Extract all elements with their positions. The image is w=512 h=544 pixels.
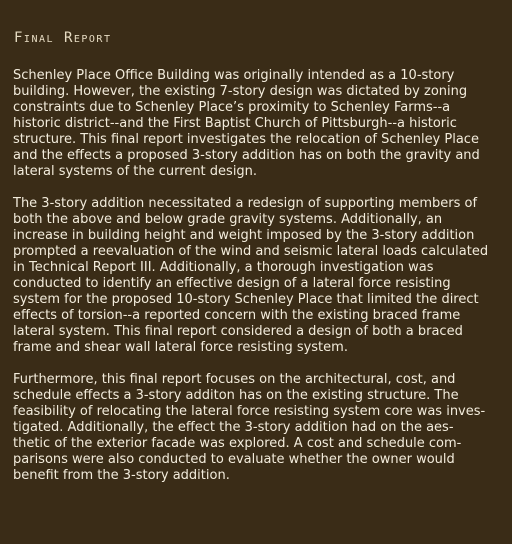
text-line: lateral system. This final report considered a design of both a braced xyxy=(13,324,463,339)
text-line: parisons were also conducted to evaluate whether the owner would xyxy=(13,452,455,467)
text-line: feasibility of relocating the lateral force resisting system core was inves- xyxy=(13,404,486,419)
text-line: system for the proposed 10-story Schenley Place that limited the direct xyxy=(13,292,479,307)
text-line: schedule effects a 3-story additon has on the existing structure. The xyxy=(13,388,459,403)
text-line: Schenley Place Office Building was originally intended as a 10-story xyxy=(13,68,455,83)
text-line: thetic of the exterior facade was explored. A cost and schedule com- xyxy=(13,436,462,451)
text-line: building. However, the existing 7-story design was dictated by zoning xyxy=(13,84,468,99)
text-line: tigated. Additionally, the effect the 3-story addition had on the aes- xyxy=(13,420,454,435)
text-line: lateral systems of the current design. xyxy=(13,164,258,179)
text-line: Furthermore, this final report focuses on the architectural, cost, and xyxy=(13,372,456,387)
text-line: both the above and below grade gravity systems. Additionally, an xyxy=(13,212,443,227)
report-body xyxy=(13,68,499,500)
text-line: frame and shear wall lateral force resisting system. xyxy=(13,340,348,355)
text-line: conducted to identify an effective design of a lateral force resisting xyxy=(13,276,451,291)
text-line: historic district--and the First Baptist Church of Pittsburgh--a historic xyxy=(13,116,457,131)
paragraph-breadth xyxy=(13,372,499,484)
page-title: Final Report xyxy=(14,30,112,46)
text-line: benefit from the 3-story addition. xyxy=(13,468,230,483)
text-line: structure. This final report investigates the relocation of Schenley Place xyxy=(13,132,479,147)
paragraph-structural xyxy=(13,196,499,356)
text-line: and the effects a proposed 3-story addition has on both the gravity and xyxy=(13,148,480,163)
text-line: constraints due to Schenley Place’s proximity to Schenley Farms--a xyxy=(13,100,451,115)
text-line: The 3-story addition necessitated a redesign of supporting members of xyxy=(13,196,478,211)
text-line: increase in building height and weight imposed by the 3-story addition xyxy=(13,228,475,243)
paragraph-intro xyxy=(13,68,499,180)
text-line: prompted a reevaluation of the wind and seismic lateral loads calculated xyxy=(13,244,489,259)
text-line: effects of torsion--a reported concern with the existing braced frame xyxy=(13,308,461,323)
text-line: in Technical Report III. Additionally, a thorough investigation was xyxy=(13,260,434,275)
